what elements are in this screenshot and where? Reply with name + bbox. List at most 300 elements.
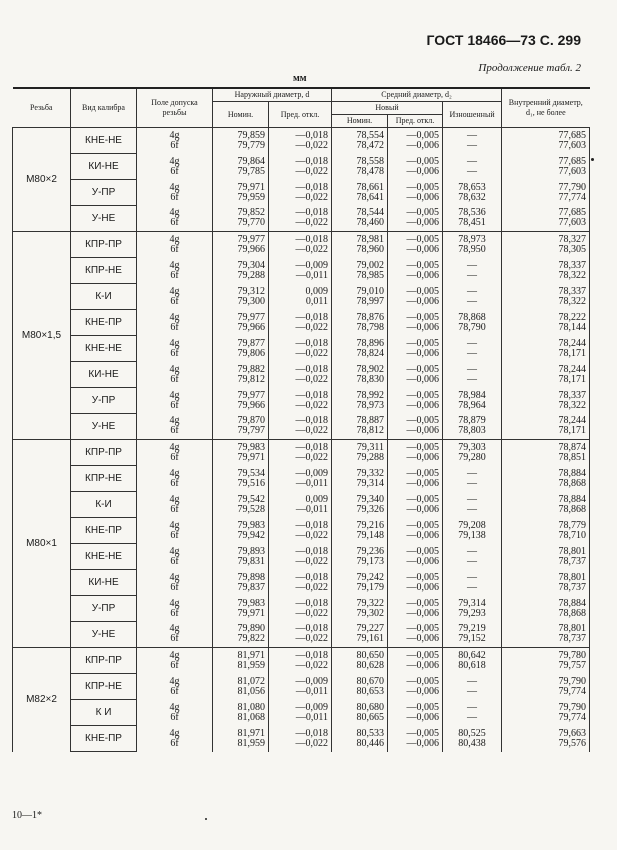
- inner-diameter-cell: [502, 206, 590, 232]
- cell-value: —0,006: [406, 581, 440, 593]
- cell-value: 79,977: [237, 311, 265, 323]
- outer-deviation-cell: [269, 232, 332, 258]
- pitch-nominal-cell: [332, 648, 388, 674]
- cell-value: —: [467, 581, 478, 593]
- tolerance-cell: [137, 206, 213, 232]
- inner-diameter-cell: [502, 700, 590, 726]
- cell-value: 78,737: [558, 633, 587, 645]
- table-row: [13, 440, 590, 466]
- cell-value: 79,898: [237, 571, 265, 583]
- cell-value: 78,451: [458, 217, 486, 229]
- cell-value: —0,018: [295, 545, 329, 557]
- cell-value: 78,322: [558, 269, 587, 281]
- cell-value: 78,973: [356, 399, 385, 411]
- tolerance-cell: [137, 414, 213, 440]
- cell-value: 79,542: [237, 493, 265, 505]
- cell-value: 77,685: [558, 155, 587, 167]
- cell-value: —0,005: [406, 285, 440, 297]
- cell-value: —0,022: [295, 633, 329, 645]
- cell-value: 6f: [170, 451, 179, 463]
- col-header-pitch-deviation: Пред. откл.: [388, 115, 443, 128]
- cell-value: —0,006: [406, 451, 440, 463]
- table-row: [13, 622, 590, 648]
- cell-value: 78,868: [458, 311, 486, 323]
- cell-value: 79,280: [458, 451, 486, 463]
- cell-value: 6f: [170, 659, 179, 671]
- thread-designation: M80×1: [13, 440, 71, 648]
- pitch-deviation-cell: [388, 570, 443, 596]
- gauge-type-cell: У-ПР: [71, 180, 137, 206]
- cell-value: —0,018: [295, 129, 329, 141]
- cell-value: —: [467, 685, 478, 697]
- cell-value: 77,603: [558, 217, 587, 229]
- tolerance-cell: [137, 674, 213, 700]
- cell-value: 4g: [169, 285, 180, 297]
- tolerance-cell: [137, 726, 213, 752]
- pitch-deviation-cell: [388, 492, 443, 518]
- table-row: [13, 310, 590, 336]
- pitch-nominal-cell: [332, 180, 388, 206]
- cell-value: 4g: [169, 207, 180, 219]
- cell-value: —0,006: [406, 529, 440, 541]
- cell-value: —0,005: [406, 623, 440, 635]
- inner-diameter-cell: [502, 388, 590, 414]
- cell-value: —0,005: [406, 207, 440, 219]
- cell-value: —0,005: [406, 467, 440, 479]
- cell-value: 79,576: [558, 737, 587, 749]
- cell-value: 6f: [170, 737, 179, 749]
- cell-value: 79,322: [356, 597, 385, 609]
- gauge-type-cell: К-И: [71, 492, 137, 518]
- tolerance-cell: [137, 258, 213, 284]
- pitch-nominal-cell: [332, 206, 388, 232]
- thread-designation: M80×2: [13, 128, 71, 232]
- outer-nominal-cell: [213, 180, 269, 206]
- cell-value: —0,005: [406, 545, 440, 557]
- tolerance-cell: [137, 492, 213, 518]
- inner-diameter-cell: [502, 648, 590, 674]
- cell-value: 78,322: [558, 295, 587, 307]
- cell-value: —0,005: [406, 571, 440, 583]
- cell-value: 77,685: [558, 207, 587, 219]
- cell-value: 78,902: [356, 363, 385, 375]
- outer-deviation-cell: [269, 414, 332, 440]
- outer-deviation-cell: [269, 154, 332, 180]
- gauge-type-cell: КНЕ-ПР: [71, 726, 137, 752]
- pitch-deviation-cell: [388, 414, 443, 440]
- cell-value: —0,018: [295, 363, 329, 375]
- cell-value: —0,022: [295, 139, 329, 151]
- cell-value: 79,770: [237, 217, 265, 229]
- cell-value: —0,005: [406, 519, 440, 531]
- worn-cell: [443, 336, 502, 362]
- cell-value: 79,516: [237, 477, 265, 489]
- thread-designation: M80×1,5: [13, 232, 71, 440]
- cell-value: 6f: [170, 607, 179, 619]
- cell-value: 80,665: [356, 711, 385, 723]
- cell-value: 6f: [170, 191, 179, 203]
- cell-value: 78,472: [356, 139, 385, 151]
- pitch-deviation-cell: [388, 596, 443, 622]
- pitch-nominal-cell: [332, 622, 388, 648]
- cell-value: 4g: [169, 181, 180, 193]
- outer-nominal-cell: [213, 414, 269, 440]
- cell-value: 6f: [170, 555, 179, 567]
- cell-value: —0,006: [406, 555, 440, 567]
- cell-value: —0,006: [406, 347, 440, 359]
- table-row: [13, 648, 590, 674]
- cell-value: —: [467, 295, 478, 307]
- cell-value: —: [467, 701, 478, 713]
- table-row: [13, 206, 590, 232]
- cell-value: —: [467, 363, 478, 375]
- cell-value: —0,005: [406, 337, 440, 349]
- pitch-nominal-cell: [332, 596, 388, 622]
- cell-value: 78,884: [558, 597, 587, 609]
- cell-value: —0,006: [406, 737, 440, 749]
- outer-nominal-cell: [213, 570, 269, 596]
- table-row: [13, 466, 590, 492]
- cell-value: —: [467, 347, 478, 359]
- cell-value: 79,311: [356, 441, 385, 453]
- worn-cell: [443, 206, 502, 232]
- worn-cell: [443, 518, 502, 544]
- cell-value: 4g: [169, 311, 180, 323]
- cell-value: 0,009: [305, 493, 329, 505]
- cell-value: —0,005: [406, 597, 440, 609]
- worn-cell: [443, 570, 502, 596]
- outer-nominal-cell: [213, 492, 269, 518]
- page-header: ГОСТ 18466—73 С. 299: [426, 32, 581, 48]
- table-row: [13, 388, 590, 414]
- cell-value: —0,011: [295, 685, 329, 697]
- cell-value: —0,018: [295, 389, 329, 401]
- tolerance-cell: [137, 362, 213, 388]
- worn-cell: [443, 648, 502, 674]
- worn-cell: [443, 674, 502, 700]
- outer-deviation-cell: [269, 310, 332, 336]
- outer-nominal-cell: [213, 440, 269, 466]
- outer-deviation-cell: [269, 362, 332, 388]
- cell-value: —0,022: [295, 399, 329, 411]
- cell-value: —0,018: [295, 727, 329, 739]
- cell-value: 78,144: [558, 321, 587, 333]
- outer-deviation-cell: [269, 518, 332, 544]
- cell-value: 79,314: [356, 477, 385, 489]
- inner-diameter-cell: [502, 232, 590, 258]
- cell-value: 79,314: [458, 597, 486, 609]
- gauge-type-cell: КПР-НЕ: [71, 466, 137, 492]
- cell-value: 80,533: [356, 727, 385, 739]
- cell-value: 79,806: [237, 347, 265, 359]
- cell-value: 79,959: [237, 191, 265, 203]
- cell-value: 79,831: [237, 555, 265, 567]
- table-row: [13, 570, 590, 596]
- pitch-nominal-cell: [332, 336, 388, 362]
- inner-diameter-cell: [502, 258, 590, 284]
- outer-deviation-cell: [269, 206, 332, 232]
- print-speck: [591, 158, 594, 161]
- cell-value: 6f: [170, 581, 179, 593]
- pitch-nominal-cell: [332, 700, 388, 726]
- cell-value: —: [467, 711, 478, 723]
- cell-value: —0,022: [295, 451, 329, 463]
- cell-value: —0,006: [406, 607, 440, 619]
- cell-value: 4g: [169, 467, 180, 479]
- pitch-nominal-cell: [332, 544, 388, 570]
- cell-value: 79,528: [237, 503, 265, 515]
- cell-value: 78,244: [558, 415, 587, 427]
- outer-deviation-cell: [269, 570, 332, 596]
- gauge-type-cell: КИ-НЕ: [71, 154, 137, 180]
- pitch-deviation-cell: [388, 648, 443, 674]
- pitch-deviation-cell: [388, 700, 443, 726]
- cell-value: —0,018: [295, 415, 329, 427]
- pitch-deviation-cell: [388, 622, 443, 648]
- cell-value: 81,080: [237, 701, 265, 713]
- worn-cell: [443, 128, 502, 154]
- cell-value: 78,997: [356, 295, 385, 307]
- cell-value: 79,852: [237, 207, 265, 219]
- cell-value: 81,056: [237, 685, 265, 697]
- cell-value: —0,018: [295, 649, 329, 661]
- outer-nominal-cell: [213, 206, 269, 232]
- worn-cell: [443, 440, 502, 466]
- tolerance-cell: [137, 128, 213, 154]
- cell-value: 79,534: [237, 467, 265, 479]
- gauge-type-cell: КИ-НЕ: [71, 570, 137, 596]
- cell-value: 79,966: [237, 243, 265, 255]
- cell-value: 78,244: [558, 337, 587, 349]
- cell-value: 78,868: [558, 503, 587, 515]
- cell-value: 6f: [170, 373, 179, 385]
- gauge-type-cell: КИ-НЕ: [71, 362, 137, 388]
- cell-value: 4g: [169, 337, 180, 349]
- pitch-nominal-cell: [332, 570, 388, 596]
- tolerance-cell: [137, 180, 213, 206]
- outer-nominal-cell: [213, 700, 269, 726]
- cell-value: —0,006: [406, 217, 440, 229]
- cell-value: 78,985: [356, 269, 385, 281]
- worn-cell: [443, 284, 502, 310]
- cell-value: 6f: [170, 685, 179, 697]
- cell-value: 6f: [170, 425, 179, 437]
- cell-value: 81,971: [237, 727, 265, 739]
- cell-value: —0,006: [406, 399, 440, 411]
- cell-value: 79,227: [356, 623, 385, 635]
- worn-cell: [443, 596, 502, 622]
- cell-value: 78,737: [558, 581, 587, 593]
- table-row: [13, 414, 590, 440]
- cell-value: 78,337: [558, 389, 587, 401]
- cell-value: 77,774: [558, 191, 587, 203]
- cell-value: —0,018: [295, 233, 329, 245]
- tolerance-cell: [137, 544, 213, 570]
- cell-value: 79,219: [458, 623, 486, 635]
- cell-value: 4g: [169, 129, 180, 141]
- outer-deviation-cell: [269, 700, 332, 726]
- cell-value: —0,009: [295, 675, 329, 687]
- cell-value: 79,870: [237, 415, 265, 427]
- cell-value: 79,340: [356, 493, 385, 505]
- cell-value: —0,005: [406, 675, 440, 687]
- table-row: [13, 232, 590, 258]
- gauge-type-cell: КПР-ПР: [71, 232, 137, 258]
- cell-value: 78,960: [356, 243, 385, 255]
- cell-value: 78,305: [558, 243, 587, 255]
- col-header-tolerance: Поле допуска резьбы: [137, 88, 213, 128]
- cell-value: 79,302: [356, 607, 385, 619]
- outer-nominal-cell: [213, 518, 269, 544]
- inner-diameter-cell: [502, 284, 590, 310]
- cell-value: 77,603: [558, 139, 587, 151]
- outer-nominal-cell: [213, 154, 269, 180]
- cell-value: 4g: [169, 493, 180, 505]
- cell-value: 6f: [170, 139, 179, 151]
- cell-value: 79,790: [558, 701, 587, 713]
- gauge-type-cell: КПР-ПР: [71, 440, 137, 466]
- cell-value: —0,018: [295, 571, 329, 583]
- cell-value: 79,780: [558, 649, 587, 661]
- tolerance-cell: [137, 622, 213, 648]
- cell-value: —0,006: [406, 425, 440, 437]
- cell-value: 4g: [169, 727, 180, 739]
- table-row: [13, 544, 590, 570]
- cell-value: 78,478: [356, 165, 385, 177]
- worn-cell: [443, 362, 502, 388]
- cell-value: —0,006: [406, 685, 440, 697]
- pitch-deviation-cell: [388, 232, 443, 258]
- cell-value: 79,010: [356, 285, 385, 297]
- cell-value: 4g: [169, 155, 180, 167]
- cell-value: 78,984: [458, 389, 486, 401]
- cell-value: —0,018: [295, 597, 329, 609]
- cell-value: 79,971: [237, 451, 265, 463]
- worn-cell: [443, 232, 502, 258]
- pitch-deviation-cell: [388, 128, 443, 154]
- pitch-nominal-cell: [332, 232, 388, 258]
- page-footer-mark: 10—1*: [12, 810, 42, 821]
- gauge-type-cell: КНЕ-ПР: [71, 518, 137, 544]
- outer-nominal-cell: [213, 258, 269, 284]
- cell-value: 78,876: [356, 311, 385, 323]
- cell-value: —: [467, 467, 478, 479]
- cell-value: 78,801: [558, 623, 587, 635]
- cell-value: 79,173: [356, 555, 385, 567]
- tolerance-cell: [137, 596, 213, 622]
- pitch-nominal-cell: [332, 414, 388, 440]
- inner-diameter-cell: [502, 128, 590, 154]
- pitch-deviation-cell: [388, 206, 443, 232]
- cell-value: 80,438: [458, 737, 486, 749]
- inner-diameter-cell: [502, 518, 590, 544]
- cell-value: 78,337: [558, 259, 587, 271]
- cell-value: 79,942: [237, 529, 265, 541]
- gauge-type-cell: КНЕ-НЕ: [71, 128, 137, 154]
- inner-diameter-cell: [502, 362, 590, 388]
- cell-value: 81,072: [237, 675, 265, 687]
- cell-value: —: [467, 373, 478, 385]
- col-header-pitch-nominal: Номин.: [332, 115, 388, 128]
- pitch-deviation-cell: [388, 440, 443, 466]
- cell-value: —0,022: [295, 425, 329, 437]
- cell-value: —0,011: [295, 503, 329, 515]
- cell-value: 78,661: [356, 181, 385, 193]
- cell-value: 78,874: [558, 441, 587, 453]
- cell-value: 79,303: [458, 441, 486, 453]
- outer-deviation-cell: [269, 388, 332, 414]
- cell-value: 6f: [170, 711, 179, 723]
- cell-value: —: [467, 139, 478, 151]
- cell-value: 4g: [169, 259, 180, 271]
- pitch-deviation-cell: [388, 258, 443, 284]
- table-row: [13, 726, 590, 752]
- tolerance-cell: [137, 700, 213, 726]
- table-row: [13, 154, 590, 180]
- cell-value: 78,981: [356, 233, 385, 245]
- cell-value: —0,005: [406, 415, 440, 427]
- pitch-deviation-cell: [388, 544, 443, 570]
- cell-value: —0,009: [295, 259, 329, 271]
- gauge-dimensions-table: [12, 87, 590, 752]
- cell-value: 79,864: [237, 155, 265, 167]
- cell-value: —0,005: [406, 181, 440, 193]
- gauge-type-cell: КНЕ-ПР: [71, 310, 137, 336]
- cell-value: —0,022: [295, 659, 329, 671]
- cell-value: —: [467, 477, 478, 489]
- cell-value: 79,332: [356, 467, 385, 479]
- cell-value: 4g: [169, 701, 180, 713]
- cell-value: 78,868: [558, 477, 587, 489]
- tolerance-cell: [137, 232, 213, 258]
- cell-value: 4g: [169, 623, 180, 635]
- cell-value: 79,288: [356, 451, 385, 463]
- cell-value: 6f: [170, 633, 179, 645]
- cell-value: 79,293: [458, 607, 486, 619]
- col-header-outer-nominal: Номин.: [213, 102, 269, 128]
- inner-diameter-cell: [502, 726, 590, 752]
- cell-value: —0,018: [295, 623, 329, 635]
- worn-cell: [443, 544, 502, 570]
- cell-value: 78,244: [558, 363, 587, 375]
- gauge-type-cell: У-ПР: [71, 388, 137, 414]
- pitch-deviation-cell: [388, 336, 443, 362]
- outer-deviation-cell: [269, 674, 332, 700]
- cell-value: 80,628: [356, 659, 385, 671]
- cell-value: 79,242: [356, 571, 385, 583]
- cell-value: 79,002: [356, 259, 385, 271]
- gauge-type-cell: У-ПР: [71, 596, 137, 622]
- pitch-deviation-cell: [388, 154, 443, 180]
- cell-value: 78,536: [458, 207, 486, 219]
- tolerance-cell: [137, 336, 213, 362]
- gauge-type-cell: У-НЕ: [71, 206, 137, 232]
- cell-value: —0,006: [406, 633, 440, 645]
- cell-value: —: [467, 555, 478, 567]
- cell-value: —: [467, 259, 478, 271]
- outer-deviation-cell: [269, 284, 332, 310]
- worn-cell: [443, 388, 502, 414]
- cell-value: 6f: [170, 503, 179, 515]
- cell-value: 79,837: [237, 581, 265, 593]
- cell-value: —0,006: [406, 295, 440, 307]
- cell-value: 79,882: [237, 363, 265, 375]
- cell-value: 78,558: [356, 155, 385, 167]
- pitch-deviation-cell: [388, 310, 443, 336]
- table-row: [13, 596, 590, 622]
- pitch-nominal-cell: [332, 726, 388, 752]
- cell-value: 78,973: [458, 233, 486, 245]
